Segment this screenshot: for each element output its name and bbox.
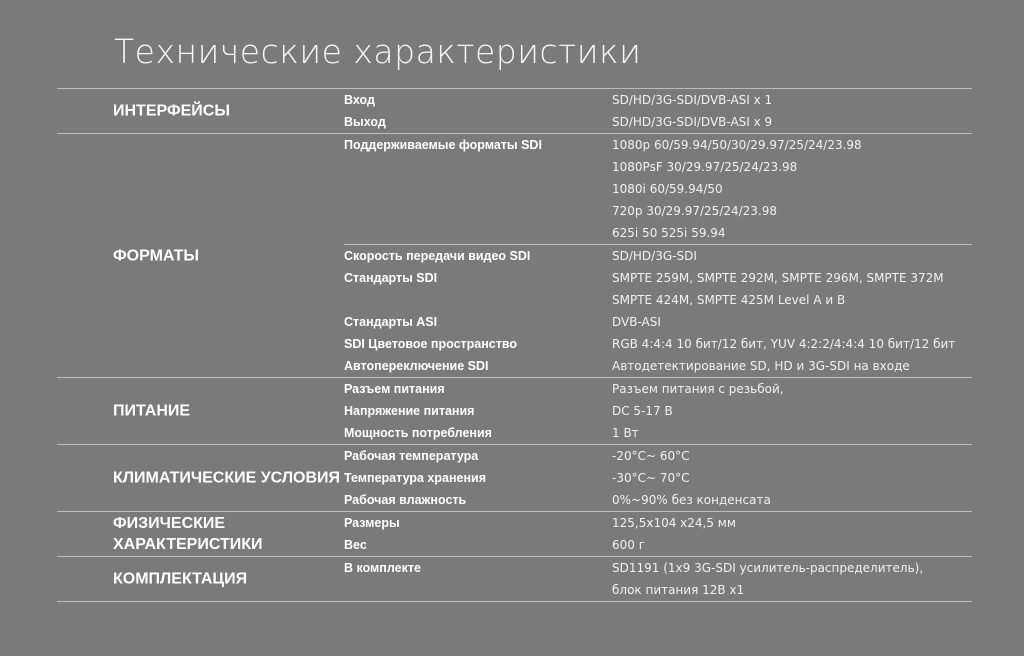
- section-title: ПИТАНИЕ: [113, 402, 191, 420]
- spec-value: Автодетектирование SD, HD и 3G-SDI на входе: [612, 359, 910, 373]
- spec-param-label: Рабочая влажность: [344, 493, 467, 507]
- spec-row: [344, 311, 972, 333]
- spec-row: [344, 333, 972, 355]
- spec-row: [344, 445, 972, 467]
- spec-section: [57, 377, 972, 444]
- spec-value: SD/HD/3G-SDI/DVB-ASI x 1: [612, 93, 773, 107]
- spec-row: [344, 89, 972, 111]
- spec-param-label: Стандарты SDI: [344, 271, 438, 285]
- spec-value: 625i 50 525i 59.94: [612, 226, 726, 240]
- spec-section: [57, 88, 972, 133]
- spec-param-label: Мощность потребления: [344, 426, 492, 440]
- spec-table: [57, 88, 972, 602]
- spec-row: [344, 489, 972, 511]
- spec-value: DC 5-17 В: [612, 404, 673, 418]
- spec-param-label: Вход: [344, 93, 375, 107]
- spec-value: SD1191 (1x9 3G-SDI усилитель-распределитель),: [612, 561, 924, 575]
- spec-row: [344, 378, 972, 400]
- spec-value: Разъем питания с резьбой,: [612, 382, 784, 396]
- section-title: ИНТЕРФЕЙСЫ: [113, 102, 231, 120]
- section-title: КЛИМАТИЧЕСКИЕ УСЛОВИЯ: [113, 469, 341, 487]
- spec-row: [344, 400, 972, 422]
- spec-param-label: Напряжение питания: [344, 404, 475, 418]
- spec-param-label: Вес: [344, 538, 367, 552]
- section-title: ФИЗИЧЕСКИЕ ХАРАКТЕРИСТИКИ: [113, 515, 263, 553]
- spec-value: SMPTE 259M, SMPTE 292M, SMPTE 296M, SMPTE 372M: [612, 271, 944, 285]
- spec-param-label: Рабочая температура: [344, 449, 479, 463]
- spec-value: блок питания 12В x1: [612, 583, 745, 597]
- spec-value: 720p 30/29.97/25/24/23.98: [612, 204, 778, 218]
- spec-value: RGB 4:4:4 10 бит/12 бит, YUV 4:2:2/4:4:4 10 бит/12 бит: [612, 337, 956, 351]
- spec-value: SMPTE 424M, SMPTE 425M Level A и B: [612, 293, 846, 307]
- page-title: Технические характеристики: [114, 32, 642, 71]
- spec-param-label: Автопереключение SDI: [344, 359, 489, 373]
- spec-param-label: Выход: [344, 115, 386, 129]
- spec-row: [344, 512, 972, 534]
- spec-section: [57, 556, 972, 602]
- spec-row: [344, 355, 972, 377]
- spec-row: [344, 134, 972, 244]
- spec-row: [344, 111, 972, 133]
- spec-value: DVB-ASI: [612, 315, 661, 329]
- section-title: ФОРМАТЫ: [113, 247, 200, 264]
- spec-value: 1 Вт: [612, 426, 639, 440]
- spec-value: -30°C~ 70°C: [612, 471, 690, 485]
- spec-param-label: Разъем питания: [344, 382, 445, 396]
- spec-param-label: Размеры: [344, 516, 400, 530]
- spec-row: [344, 422, 972, 444]
- spec-value: -20°C~ 60°C: [612, 449, 690, 463]
- spec-value: 0%~90% без конденсата: [612, 493, 771, 507]
- spec-row: [344, 267, 972, 311]
- spec-param-label: Скорость передачи видео SDI: [344, 249, 531, 263]
- spec-value: 600 г: [612, 538, 646, 552]
- spec-section: [57, 133, 972, 377]
- spec-section: [57, 511, 972, 556]
- spec-row: [344, 557, 972, 601]
- spec-value: 125,5x104 x24,5 мм: [612, 516, 736, 530]
- spec-section: [57, 444, 972, 511]
- spec-param-label: SDI Цветовое пространство: [344, 337, 518, 351]
- spec-row: [344, 534, 972, 556]
- spec-param-label: Поддерживаемые форматы SDI: [344, 138, 542, 152]
- spec-param-label: Температура хранения: [344, 471, 486, 485]
- spec-value: 1080PsF 30/29.97/25/24/23.98: [612, 160, 798, 174]
- spec-value: SD/HD/3G-SDI/DVB-ASI x 9: [612, 115, 773, 129]
- section-title: КОМПЛЕКТАЦИЯ: [113, 570, 248, 588]
- spec-value: SD/HD/3G-SDI: [612, 249, 697, 263]
- spec-value: 1080i 60/59.94/50: [612, 182, 723, 196]
- spec-param-label: В комплекте: [344, 561, 421, 575]
- spec-row: [344, 244, 972, 267]
- spec-param-label: Стандарты ASI: [344, 315, 438, 329]
- spec-value: 1080p 60/59.94/50/30/29.97/25/24/23.98: [612, 138, 862, 152]
- spec-row: [344, 467, 972, 489]
